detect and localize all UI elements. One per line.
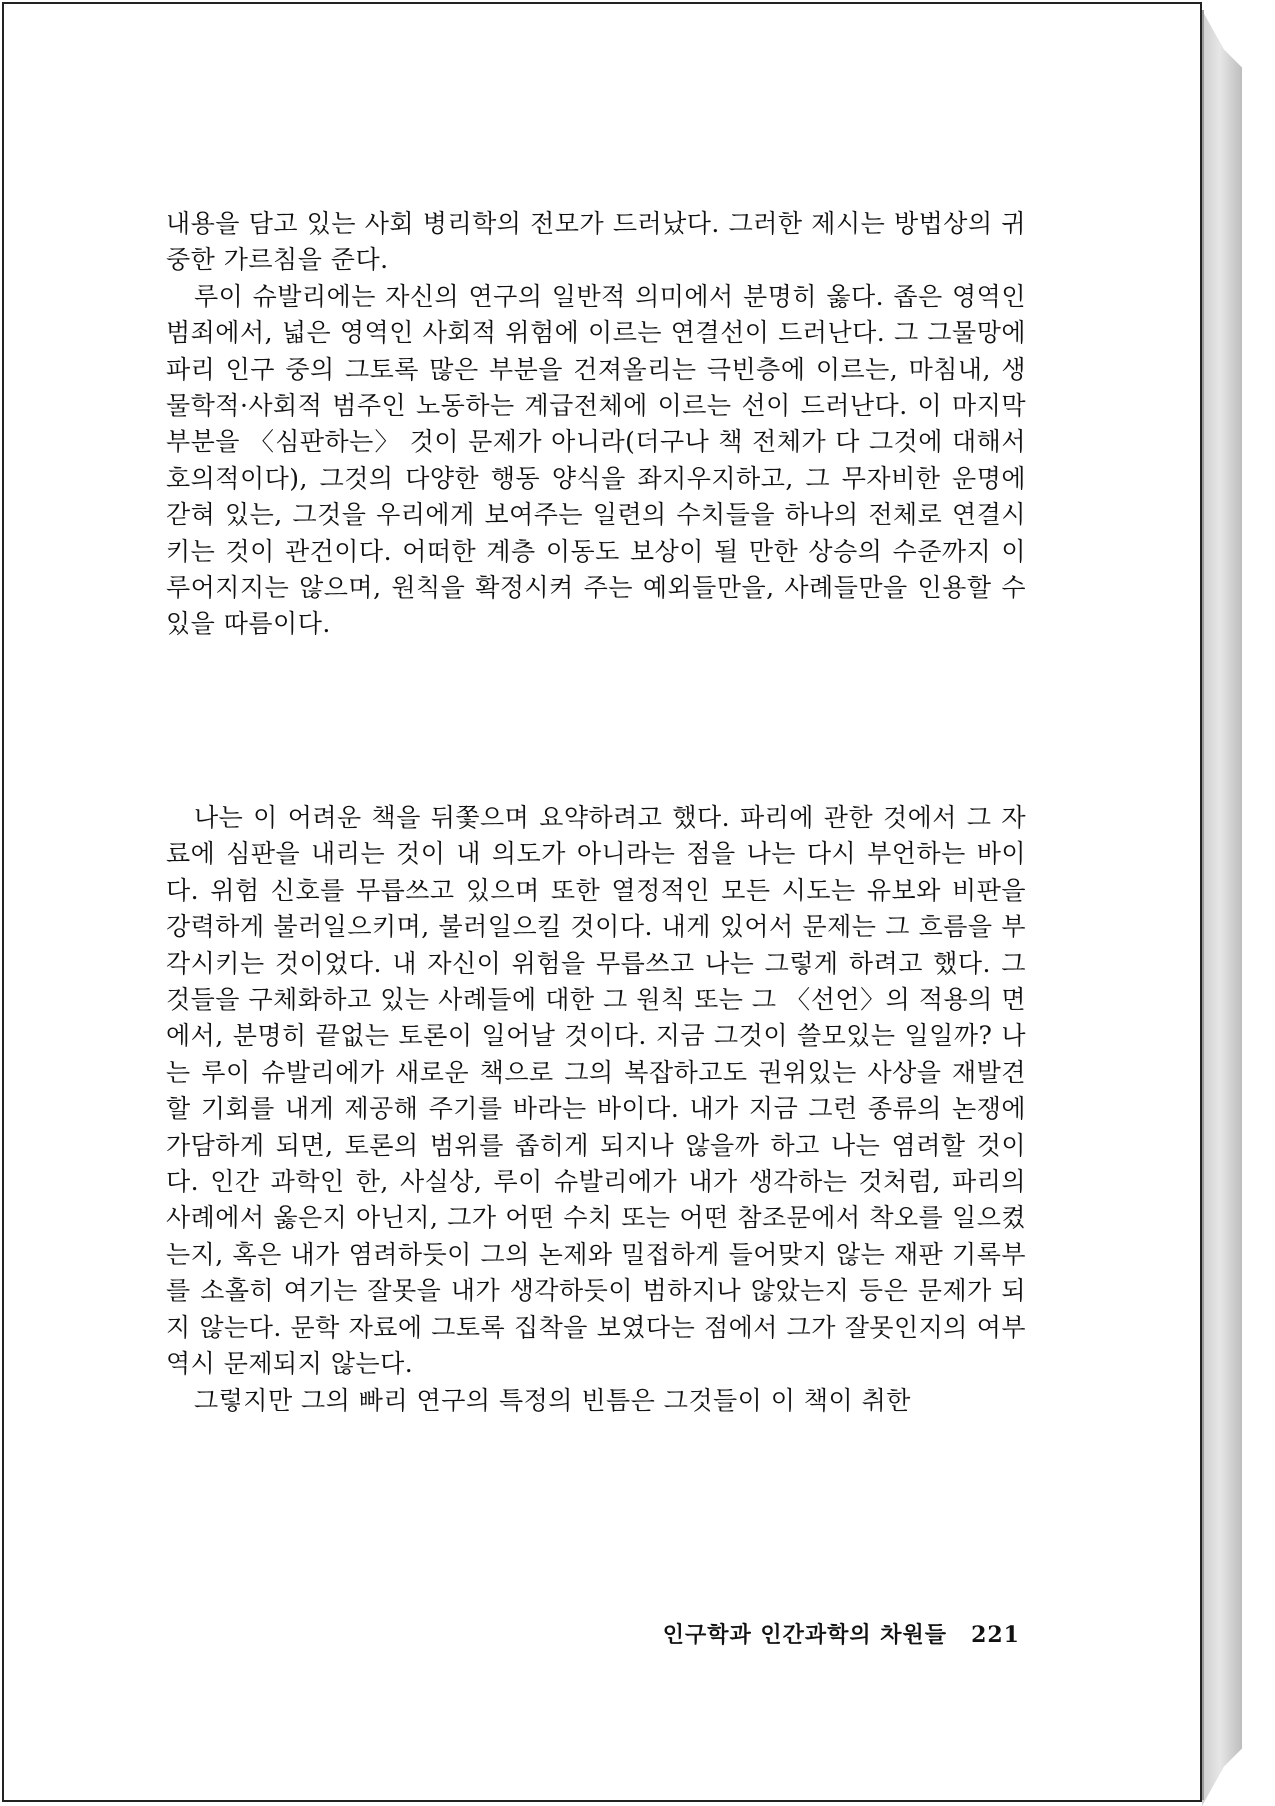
page-side-edge	[1202, 10, 1204, 1800]
paragraph-1: 내용을 담고 있는 사회 병리학의 전모가 드러났다. 그러한 제시는 방법상의 귀중한 가르침을 준다.	[166, 209, 1026, 275]
page-footer	[620, 1618, 1020, 1649]
paragraph-2: 루이 슈발리에는 자신의 연구의 일반적 의미에서 분명히 옳다. 좁은 영역인 범죄에서, 넓은 영역인 사회적 위험에 이르는 연결선이 드러난다. 그 그물망에 파리 인구 중의 그토록 많은 부분을 건져올리는 극빈층에 이르는, 마침내, 생물학적·사회적 범주인 노동하는 계급전체에 이르는 선이 드러난다. 이 마지막 부분을 〈심판하는〉 것이 문제가 아니라(더구나 책 전체가 다 그것에 대해서 호의적이다), 그것의 다양한 행동 양식을 좌지우지하고, 그 무자비한 운명에 갇혀 있는, 그것을 우리에게 보여주는 일련의 수치들을 하나의 전체로 연결시키는 것이 관건이다. 어떠한 계층 이동도 보상이 될 만한 상승의 수준까지 이루어지지는 않으며, 원칙을 확정시켜 주는 예외들만을, 사례들만을 인용할 수 있을 따름이다.	[166, 281, 1026, 639]
text-block-top	[166, 206, 1026, 643]
running-title: 인구학과 인간과학의 차원들	[662, 1622, 948, 1648]
page-side-shadow	[1202, 10, 1242, 1806]
paragraph-3: 나는 이 어려운 책을 뒤쫓으며 요약하려고 했다. 파리에 관한 것에서 그 자료에 심판을 내리는 것이 내 의도가 아니라는 점을 나는 다시 부언하는 바이다. 위험 신호를 무릅쓰고 있으며 또한 열정적인 모든 시도는 유보와 비판을 강력하게 불러일으키며, 불러일으킬 것이다. 내게 있어서 문제는 그 흐름을 부각시키는 것이었다. 내 자신이 위험을 무릅쓰고 나는 그렇게 하려고 했다. 그것들을 구체화하고 있는 사례들에 대한 그 원칙 또는 그 〈선언〉의 적용의 면에서, 분명히 끝없는 토론이 일어날 것이다. 지금 그것이 쓸모있는 일일까? 나는 루이 슈발리에가 새로운 책으로 그의 복잡하고도 권위있는 사상을 재발견할 기회를 내게 제공해 주기를 바라는 바이다. 내가 지금 그런 종류의 논쟁에 가담하게 되면, 토론의 범위를 좁히게 되지나 않을까 하고 나는 염려할 것이다. 인간 과학인 한, 사실상, 루이 슈발리에가 내가 생각하는 것처럼, 파리의 사례에서 옳은지 아닌지, 그가 어떤 수치 또는 어떤 참조문에서 착오를 일으켰는지, 혹은 내가 염려하듯이 그의 논제와 밀접하게 들어맞지 않는 재판 기록부를 소홀히 여기는 잘못을 내가 생각하듯이 범하지나 않았는지 등은 문제가 되지 않는다. 문학 자료에 그토록 집착을 보였다는 점에서 그가 잘못인지의 여부 역시 문제되지 않는다.	[166, 803, 1026, 1379]
text-block-bottom	[166, 800, 1026, 1419]
paragraph-4: 그렇지만 그의 빠리 연구의 특정의 빈틈은 그것들이 이 책이 취한	[194, 1385, 911, 1415]
page-number: 221	[971, 1622, 1020, 1648]
